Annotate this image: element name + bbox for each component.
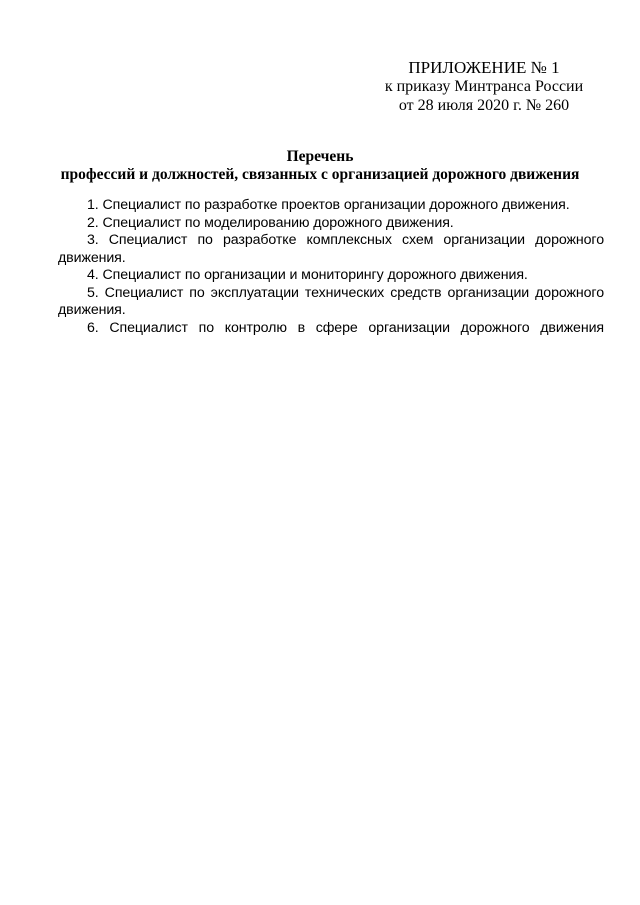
list-item: 3. Специалист по разработке комплексных схем организации дорожного движения.	[58, 232, 604, 266]
appendix-title: ПРИЛОЖЕНИЕ № 1	[408, 58, 560, 77]
appendix-date-line: от 28 июля 2020 г. № 260	[398, 97, 570, 114]
list-item: 5. Специалист по эксплуатации технических средств организации дорожного движения.	[58, 284, 604, 318]
appendix-order-line: к приказу Минтранса России	[384, 78, 584, 95]
document-heading: Перечень	[286, 148, 354, 165]
appendix-block	[374, 58, 594, 115]
list-item: 4. Специалист по организации и мониторингу дорожного движения.	[87, 267, 528, 283]
list-item: 1. Специалист по разработке проектов организации дорожного движения.	[87, 197, 570, 213]
list-item: 6. Специалист по контролю в сфере организации дорожного движения	[87, 319, 604, 336]
document-subheading: профессий и должностей, связанных с организацией дорожного движения	[60, 166, 580, 183]
professions-list	[58, 197, 604, 337]
list-item: 2. Специалист по моделированию дорожного движения.	[87, 214, 454, 231]
